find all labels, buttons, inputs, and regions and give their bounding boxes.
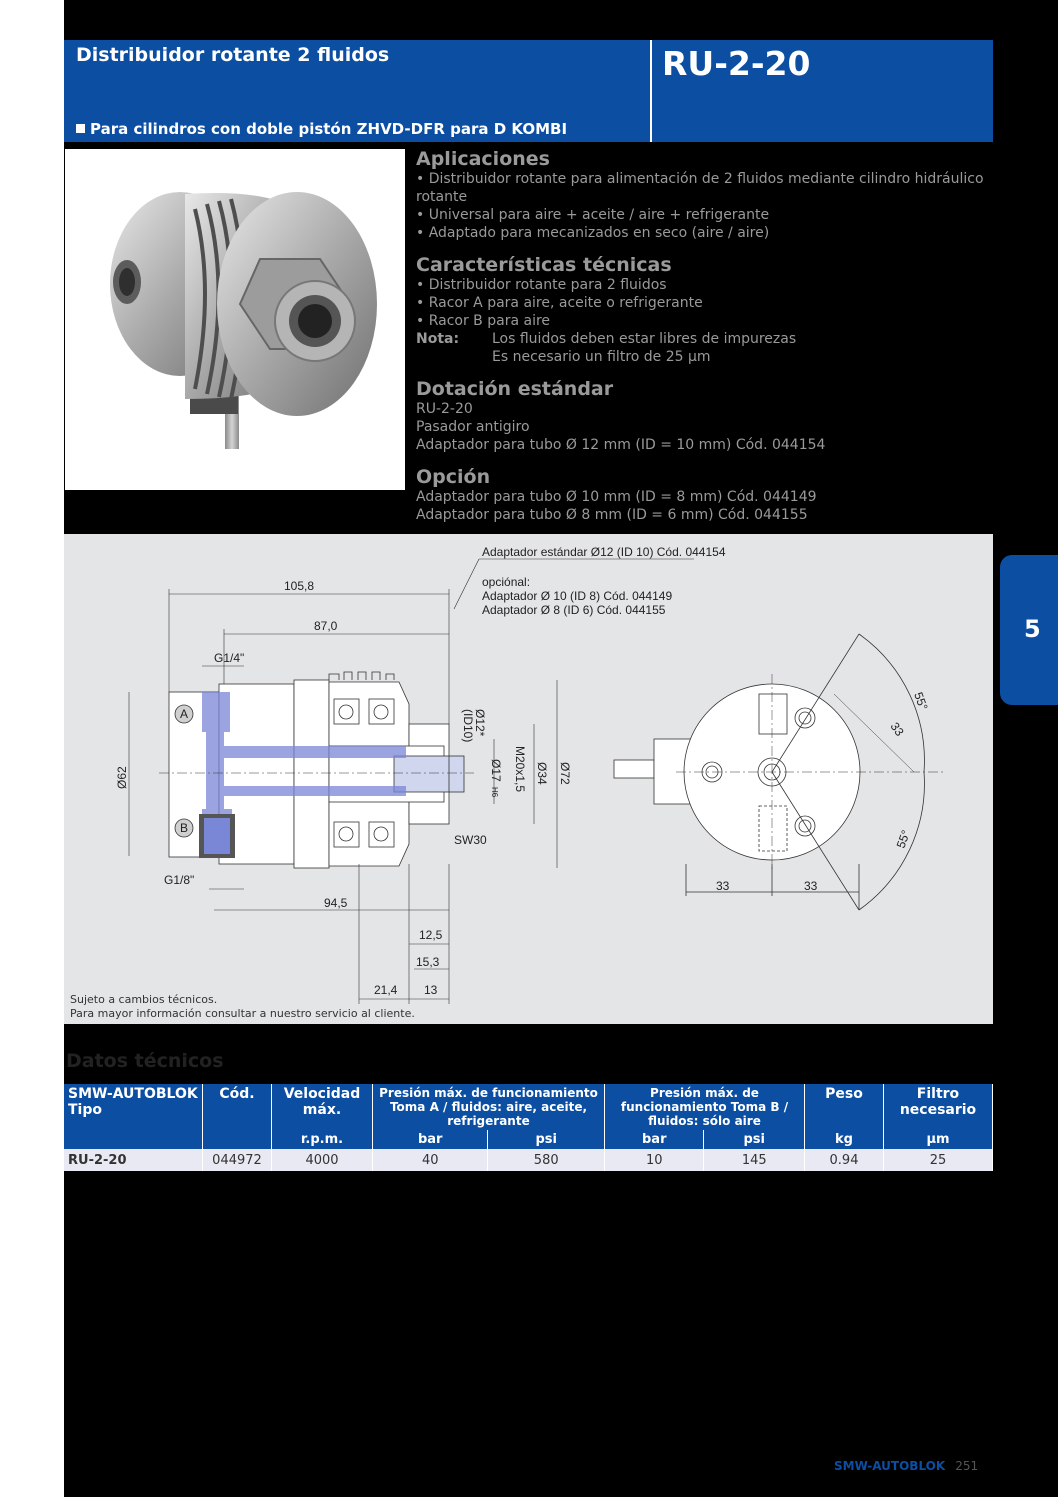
dim-105-8: 105,8 [284, 579, 315, 593]
callout-option-1: Adaptador Ø 10 (ID 8) Cód. 044149 [482, 589, 673, 603]
drawing-footnote [70, 993, 415, 1021]
datos-tecnicos-title: Datos técnicos [66, 1050, 224, 1072]
footnote-line: Sujeto a cambios técnicos. [70, 993, 218, 1006]
unit-filter: µm [884, 1130, 993, 1149]
unit-weight: kg [805, 1130, 884, 1149]
table-header-row [64, 1084, 993, 1130]
angle-55-top: 55° [911, 690, 931, 713]
dim-33-angled: 33 [887, 719, 907, 739]
list-item: • Racor B para aire [416, 312, 1006, 330]
product-info [416, 148, 1006, 536]
dim-13: 13 [424, 983, 438, 997]
callout-standard: Adaptador estándar Ø12 (ID 10) Cód. 044154 [482, 545, 726, 559]
standard-line: RU-2-20 [416, 401, 473, 417]
product-code: RU-2-20 [662, 44, 811, 83]
col-type: SMW-AUTOBLOK Tipo [64, 1084, 203, 1149]
list-item: • Racor A para aire, aceite o refrigerante [416, 294, 1006, 312]
header-divider [650, 40, 652, 142]
option-line: Adaptador para tubo Ø 10 mm (ID = 8 mm) Cód. 044149 [416, 489, 817, 505]
unit-bar-a: bar [373, 1130, 488, 1149]
technical-section [416, 254, 1006, 366]
col-pressure-a: Presión máx. de funcionamiento Toma A / fluidos: aire, aceite, refrigerante [373, 1084, 605, 1130]
product-photo [65, 149, 405, 490]
port-b-label: B [180, 821, 189, 835]
dim-87-0: 87,0 [314, 619, 338, 633]
col-filter: Filtro necesario [884, 1084, 993, 1130]
dim-sw30: SW30 [454, 833, 487, 847]
dim-h6: H6 [490, 787, 499, 798]
cell-weight: 0.94 [805, 1149, 884, 1171]
cell-code: 044972 [203, 1149, 272, 1171]
cell-bar-a: 40 [373, 1149, 488, 1171]
callout-optional: opciónal: [482, 575, 531, 589]
dim-d62: Ø62 [115, 766, 129, 789]
cell-psi-b: 145 [704, 1149, 805, 1171]
standard-line: Pasador antigiro [416, 419, 530, 435]
dim-g18: G1/8" [164, 873, 195, 887]
callout-option-2: Adaptador Ø 8 (ID 6) Cód. 044155 [482, 603, 666, 617]
subtitle-text: Para cilindros con doble pistón ZHVD-DFR para D KOMBI [90, 120, 568, 138]
left-margin [0, 0, 64, 1497]
col-weight: Peso [805, 1084, 884, 1130]
product-subtitle [76, 120, 567, 138]
page-footer [834, 1459, 978, 1473]
dim-12-5: 12,5 [419, 928, 443, 942]
width-33-left: 33 [716, 879, 730, 893]
col-pressure-b: Presión máx. de funcionamiento Toma B / fluidos: sólo aire [605, 1084, 805, 1130]
drawing-svg [64, 534, 993, 1024]
table-row [64, 1149, 993, 1171]
dim-m20: M20x1,5 [513, 746, 527, 793]
unit-psi-b: psi [704, 1130, 805, 1149]
col-code: Cód. [203, 1084, 272, 1149]
footer-brand: SMW-AUTOBLOK [834, 1459, 946, 1473]
note-label: Nota: [416, 331, 460, 347]
standard-line: Adaptador para tubo Ø 12 mm (ID = 10 mm) Cód. 044154 [416, 437, 826, 453]
col-speed: Velocidad máx. [272, 1084, 373, 1130]
note-text [492, 330, 796, 366]
dim-15-3: 15,3 [416, 955, 440, 969]
list-item: • Adaptado para mecanizados en seco (aire / aire) [416, 224, 1006, 242]
unit-speed: r.p.m. [272, 1130, 373, 1149]
option-line: Adaptador para tubo Ø 8 mm (ID = 6 mm) Cód. 044155 [416, 507, 808, 523]
dim-g14: G1/4" [214, 651, 245, 665]
port-a-label: A [180, 707, 189, 721]
dim-d17: Ø17 [489, 759, 503, 782]
angle-55-bottom: 55° [893, 828, 914, 851]
dim-21-4: 21,4 [374, 983, 398, 997]
product-title: Distribuidor rotante 2 fluidos [76, 44, 390, 66]
technical-heading: Características técnicas [416, 254, 672, 276]
chapter-tab [1000, 555, 1058, 705]
dim-d12: Ø12* [473, 709, 487, 737]
product-header [64, 40, 993, 142]
page-number: 251 [955, 1459, 979, 1473]
note-line: Los fluidos deben estar libres de impurezas [492, 331, 797, 347]
standard-section [416, 378, 1006, 454]
list-item: • Distribuidor rotante para alimentación de 2 fluidos mediante cilindro hidráulico rotante [416, 170, 1006, 206]
cell-type: RU-2-20 [64, 1149, 203, 1171]
dim-94-5: 94,5 [324, 896, 348, 910]
cell-psi-a: 580 [488, 1149, 605, 1171]
footnote-line: Para mayor información consultar a nuestro servicio al cliente. [70, 1007, 415, 1020]
technical-data-table [64, 1084, 993, 1171]
dim-id10: (ID10) [461, 709, 475, 743]
unit-psi-a: psi [488, 1130, 605, 1149]
unit-bar-b: bar [605, 1130, 704, 1149]
dim-d72: Ø72 [558, 762, 572, 785]
option-section [416, 466, 1006, 524]
technical-note [416, 330, 1006, 366]
cell-filter: 25 [884, 1149, 993, 1171]
list-item: • Universal para aire + aceite / aire + refrigerante [416, 206, 1006, 224]
dim-d34: Ø34 [535, 762, 549, 785]
chapter-number: 5 [1024, 615, 1041, 643]
note-line: Es necesario un filtro de 25 µm [492, 349, 711, 365]
list-item: • Distribuidor rotante para 2 fluidos [416, 276, 1006, 294]
option-heading: Opción [416, 466, 491, 488]
applications-section [416, 148, 1006, 242]
cell-speed: 4000 [272, 1149, 373, 1171]
cell-bar-b: 10 [605, 1149, 704, 1171]
technical-drawing [64, 534, 993, 1024]
width-33-right: 33 [804, 879, 818, 893]
standard-heading: Dotación estándar [416, 378, 614, 400]
square-bullet-icon [76, 124, 85, 133]
applications-heading: Aplicaciones [416, 148, 550, 170]
